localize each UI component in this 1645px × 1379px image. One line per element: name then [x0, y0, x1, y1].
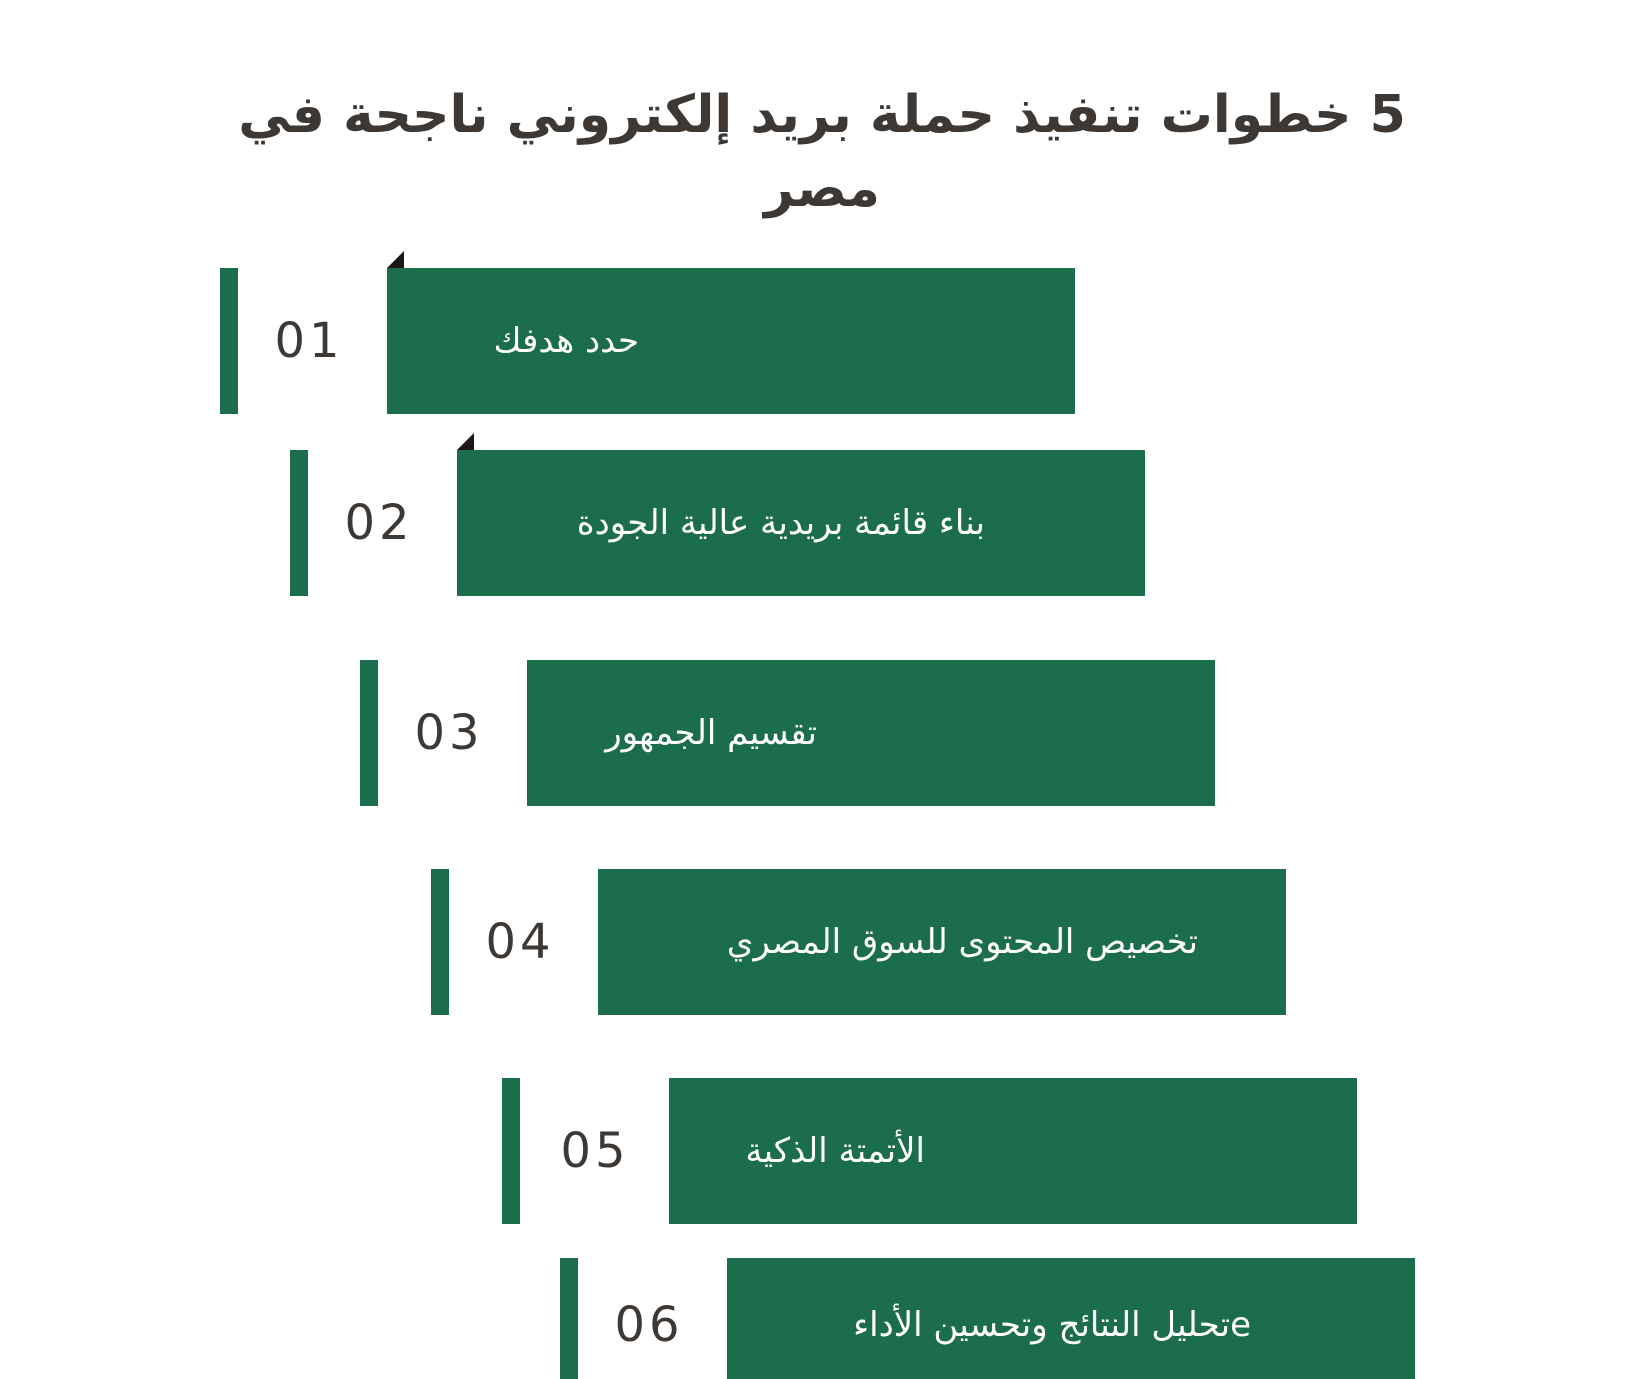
step-box: [527, 660, 1215, 806]
step-number: 02: [344, 495, 414, 551]
step-accent-bar: [431, 869, 449, 1015]
page-title: 5 خطوات تنفيذ حملة بريد إلكتروني ناجحة في مصر: [238, 85, 1406, 219]
step-item: [560, 1258, 1420, 1379]
step-item: [431, 869, 1291, 1015]
step-item: [290, 450, 1150, 596]
step-accent-bar: [220, 268, 238, 414]
step-number: 04: [485, 914, 555, 970]
step-label: الأتمتة الذكية: [745, 1131, 925, 1171]
step-number: 06: [614, 1297, 684, 1353]
step-accent-bar: [560, 1258, 578, 1379]
fold-corner-icon: [457, 433, 474, 450]
step-accent-bar: [502, 1078, 520, 1224]
step-box: [669, 1078, 1357, 1224]
step-item: [360, 660, 1220, 806]
step-number: 01: [274, 313, 344, 369]
step-accent-bar: [360, 660, 378, 806]
step-item: [502, 1078, 1362, 1224]
step-box: [598, 869, 1286, 1015]
step-label: eتحليل النتائج وتحسين الأداء: [853, 1305, 1251, 1345]
step-accent-bar: [290, 450, 308, 596]
step-box: [457, 450, 1145, 596]
step-item: [220, 268, 1080, 414]
step-label: تخصيص المحتوى للسوق المصري: [726, 922, 1198, 962]
step-label: حدد هدفك: [493, 321, 639, 361]
step-box: [387, 268, 1075, 414]
step-number: 05: [560, 1123, 630, 1179]
fold-corner-icon: [387, 251, 404, 268]
step-label: تقسيم الجمهور: [605, 713, 817, 753]
step-box: [727, 1258, 1415, 1379]
step-number: 03: [414, 705, 484, 761]
step-label: بناء قائمة بريدية عالية الجودة: [576, 503, 985, 543]
